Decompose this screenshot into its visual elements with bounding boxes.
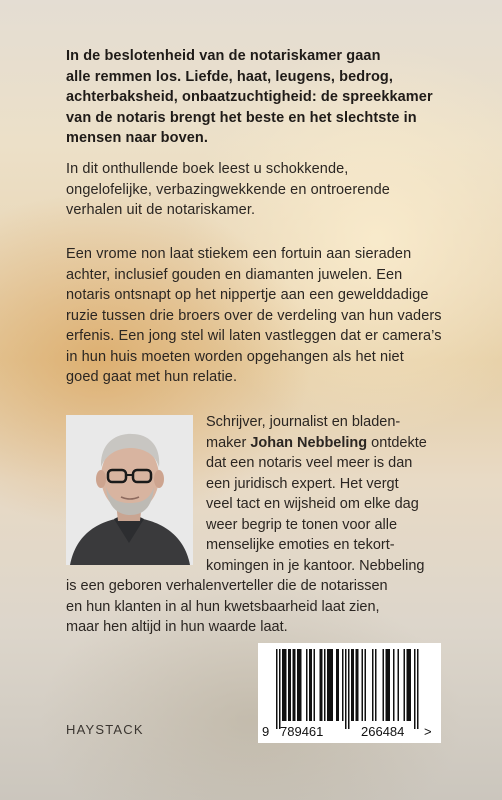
barcode-bar xyxy=(336,649,338,721)
barcode-bar xyxy=(306,649,308,721)
barcode-bar xyxy=(417,649,419,729)
barcode-bar xyxy=(338,649,340,721)
barcode-bar xyxy=(284,649,286,721)
barcode-bar xyxy=(324,649,326,721)
description-line: In dit onthullende boek leest u schokkende, xyxy=(66,161,349,177)
publisher-logo: HAYSTACK xyxy=(66,722,144,737)
barcode-bar xyxy=(285,649,287,721)
stories-line: erfenis. Een jong stel wil laten vastleggen dat er camera’s xyxy=(66,328,442,344)
author-portrait-illustration xyxy=(66,415,193,565)
barcode-bar xyxy=(293,649,295,721)
barcode-bar xyxy=(282,649,284,721)
barcode-bar xyxy=(348,649,350,729)
barcode-bar xyxy=(372,649,374,721)
barcode-bar xyxy=(407,649,409,721)
bio-line: een juridisch expert. Het vergt xyxy=(206,475,399,492)
barcode-bar xyxy=(393,649,395,721)
book-description-paragraph xyxy=(66,159,486,221)
bio-line: menselijke emoties en tekort- xyxy=(206,537,395,553)
bio-line: en hun klanten in al hun kwetsbaarheid laat zien, xyxy=(66,598,380,615)
barcode-bar xyxy=(387,649,389,721)
barcode-bar xyxy=(288,649,290,721)
barcode-bar xyxy=(398,649,400,721)
intro-line: van de notaris brengt het beste en het slechtste in xyxy=(66,109,417,126)
bio-line: Schrijver, journalist en bladen- xyxy=(206,414,401,430)
intro-line: mensen naar boven. xyxy=(66,130,209,146)
barcode-bar xyxy=(320,649,322,721)
barcode-bar xyxy=(279,649,281,729)
description-line: ongelofelijke, verbazingwekkende en ontroerende xyxy=(66,181,390,198)
author-photo xyxy=(66,415,193,565)
barcode-bar xyxy=(297,649,299,721)
barcode-bar xyxy=(300,649,302,721)
bio-line: is een geboren verhalenverteller die de notarissen xyxy=(66,578,388,594)
author-name: Johan Nebbeling xyxy=(250,434,368,451)
barcode-bar xyxy=(330,649,332,721)
barcode-bar xyxy=(342,649,344,721)
intro-paragraph xyxy=(66,46,486,149)
barcode-bar xyxy=(299,649,301,721)
barcode-bar xyxy=(356,649,358,721)
barcode-bar xyxy=(351,649,353,721)
barcode-bar xyxy=(276,649,278,729)
bio-line-suffix: ontdekte xyxy=(367,434,427,451)
intro-line: alle remmen los. Liefde, haat, leugens, bedrog, xyxy=(66,68,394,85)
barcode-bar xyxy=(290,649,292,721)
barcode-bar xyxy=(329,649,331,721)
bio-line: maar hen altijd in hun waarde laat. xyxy=(66,619,288,635)
barcode-bar xyxy=(309,649,311,721)
barcode-bar xyxy=(314,649,316,721)
bio-line: komingen in je kantoor. Nebbeling xyxy=(206,557,425,574)
description-line: verhalen uit de notariskamer. xyxy=(66,202,256,218)
stories-line: goed gaat met hun relatie. xyxy=(66,369,238,385)
bio-line: weer begrip te tonen voor alle xyxy=(206,516,398,533)
barcode-bar xyxy=(311,649,313,721)
stories-line: notaris ontsnapt op het nippertje aan een gewelddadige xyxy=(66,287,429,303)
barcode-bar xyxy=(353,649,355,721)
barcode-bar xyxy=(386,649,388,721)
stories-line: Een vrome non laat stiekem een fortuin aan sieraden xyxy=(66,246,412,262)
barcode-bar xyxy=(332,649,334,721)
stories-line: achter, inclusief gouden en diamanten juwelen. Een xyxy=(66,266,403,283)
barcode-bar xyxy=(345,649,347,729)
bio-line-prefix: maker xyxy=(206,434,251,451)
barcode-bar xyxy=(362,649,364,721)
barcode-bar xyxy=(389,649,391,721)
barcode-bar xyxy=(357,649,359,721)
barcode-end-marker: > xyxy=(424,724,432,739)
isbn-barcode xyxy=(258,643,441,743)
bio-line xyxy=(206,433,491,454)
barcode-bar xyxy=(404,649,406,721)
barcode-bar xyxy=(365,649,367,721)
barcode-bar xyxy=(294,649,296,721)
intro-line: achterbaksheid, onbaatzuchtigheid: de spreekkamer xyxy=(66,89,433,105)
barcode-bar xyxy=(321,649,323,721)
barcode-bar xyxy=(383,649,385,721)
barcode-first-digit: 9 xyxy=(262,724,270,739)
stories-line: in hun huis moeten worden opgehangen als het niet xyxy=(66,348,404,365)
barcode-bar xyxy=(410,649,412,721)
barcode-bar xyxy=(414,649,416,729)
author-bio xyxy=(66,412,491,638)
stories-line: ruzie tussen drie broers over de verdeling van hun vaders xyxy=(66,307,442,324)
stories-paragraph xyxy=(66,244,486,388)
barcode-bar xyxy=(327,649,329,721)
barcode-digit-group-right: 266484 xyxy=(361,724,405,739)
intro-line: In de beslotenheid van de notariskamer gaan xyxy=(66,48,381,64)
bio-line: veel tact en wijsheid om elke dag xyxy=(206,496,419,512)
barcode-bar xyxy=(408,649,410,721)
bio-line: dat een notaris veel meer is dan xyxy=(206,455,413,471)
barcode-bar xyxy=(375,649,377,721)
barcode-digit-group-left: 789461 xyxy=(280,724,324,739)
